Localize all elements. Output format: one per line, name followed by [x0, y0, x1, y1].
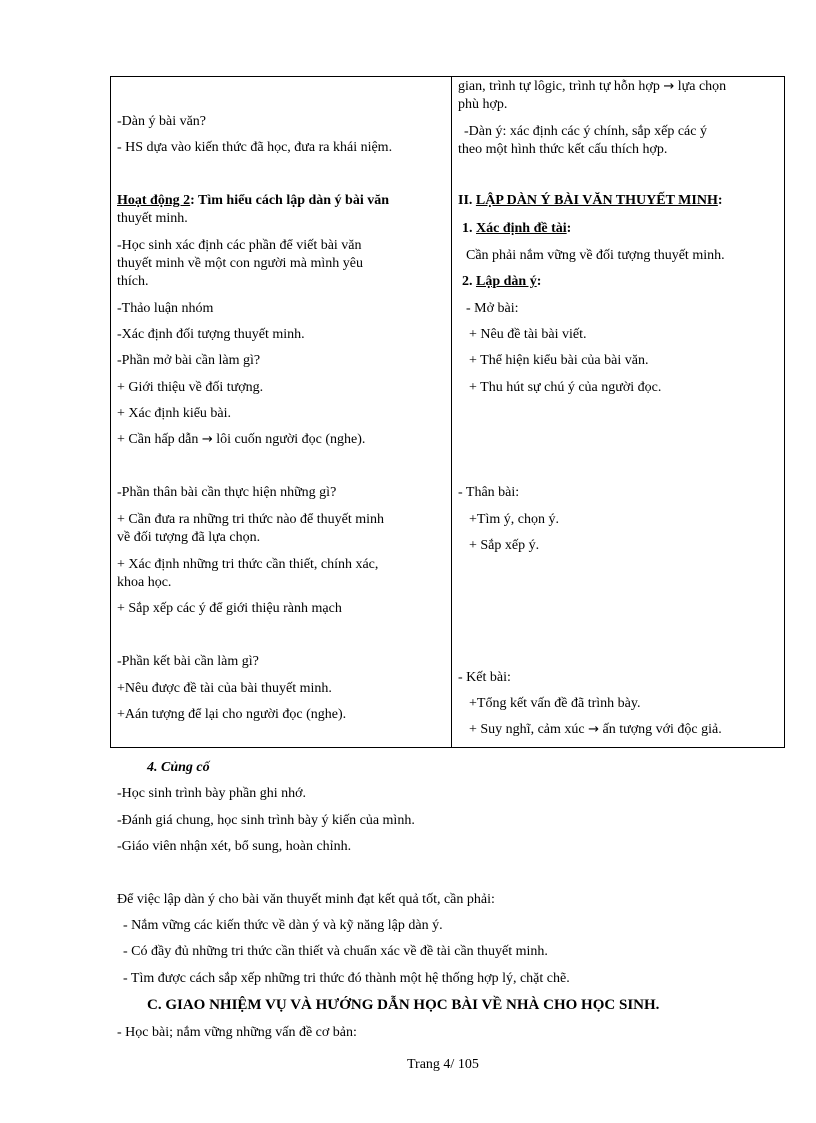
intro-question: -Phần mở bài cần làm gì? — [117, 353, 261, 368]
section-ii-colon: : — [717, 193, 723, 208]
intro-item-3-a: + Cần hấp dẫn — [117, 432, 199, 447]
summary-item-1: - Nắm vững các kiến thức về dàn ý và kỹ năng lập dàn ý. — [123, 918, 443, 933]
step-1-num: 1. — [462, 221, 476, 236]
section-ii-title: LẬP DÀN Ý BÀI VĂN THUYẾT MINH — [475, 193, 718, 208]
arrow-right-icon: → — [201, 432, 213, 447]
table-column-divider — [451, 76, 452, 748]
step-2-title: Lập dàn ý — [476, 274, 537, 289]
body-item-1-line1: + Cần đưa ra những tri thức nào để thuyết minh — [117, 512, 385, 527]
order-line2: phù hợp. — [458, 97, 508, 112]
ket-bai-item-2-a: + Suy nghĩ, cảm xúc — [469, 722, 585, 737]
section-ii-num: II. — [458, 193, 476, 208]
step-2-heading — [462, 274, 541, 290]
cung-co-item-2: -Đánh giá chung, học sinh trình bày ý kiến của mình. — [117, 813, 415, 828]
activity-label: Hoạt động 2 — [117, 193, 191, 208]
cung-co-item-3: -Giáo viên nhận xét, bổ sung, hoàn chỉnh. — [117, 839, 352, 854]
left-hs-based: - HS dựa vào kiến thức đã học, đưa ra khái niệm. — [117, 140, 393, 155]
intro-item-1: + Giới thiệu về đối tượng. — [117, 380, 264, 395]
object-identify: -Xác định đối tượng thuyết minh. — [117, 327, 305, 342]
mo-bai-item-2: + Thể hiện kiểu bài của bài văn. — [469, 353, 649, 368]
cung-co-item-1: -Học sinh trình bày phần ghi nhớ. — [117, 786, 306, 801]
page-number: Trang 4/ 105 — [407, 1057, 479, 1072]
section-ii-heading — [458, 193, 723, 209]
ket-bai-item-2-b: ấn tượng với độc giả. — [602, 722, 722, 737]
order-line1-b: lựa chọn — [677, 79, 727, 94]
conclusion-question: -Phần kết bài cần làm gì? — [117, 654, 259, 669]
mo-bai-label: - Mở bài: — [466, 301, 519, 316]
step-1-heading — [462, 221, 571, 237]
conclusion-item-1: +Nêu được đề tài của bài thuyết minh. — [117, 681, 332, 696]
intro-item-3 — [117, 432, 365, 448]
summary-item-2: - Có đầy đủ những tri thức cần thiết và chuẩn xác về đề tài cần thuyết minh. — [123, 944, 548, 959]
step-1-colon: : — [566, 221, 572, 236]
order-line1 — [458, 79, 726, 95]
step-2-num: 2. — [462, 274, 476, 289]
section-c-heading: C. GIAO NHIỆM VỤ VÀ HƯỚNG DẪN HỌC BÀI VỀ NHÀ CHO HỌC SINH. — [147, 997, 660, 1013]
than-bai-item-1: +Tìm ý, chọn ý. — [469, 512, 559, 527]
students-line1: -Học sinh xác định các phần để viết bài văn — [117, 238, 362, 253]
homework-line: - Học bài; nắm vững những vấn đề cơ bản: — [117, 1025, 357, 1040]
group-discussion: -Thảo luận nhóm — [117, 301, 214, 316]
arrow-right-icon: → — [588, 722, 600, 737]
step-1-title: Xác định đề tài — [476, 221, 567, 236]
body-item-2-line2: khoa học. — [117, 575, 172, 590]
activity-colon-text: : Tìm hiểu cách lập dàn ý bài văn — [190, 193, 390, 208]
mo-bai-item-3: + Thu hút sự chú ý của người đọc. — [469, 380, 662, 395]
ket-bai-item-2 — [469, 722, 722, 738]
summary-item-3: - Tìm được cách sắp xếp những tri thức đó thành một hệ thống hợp lý, chặt chẽ. — [123, 971, 570, 986]
summary-intro: Để việc lập dàn ý cho bài văn thuyết minh đạt kết quả tốt, cần phải: — [117, 892, 495, 907]
activity-2-heading — [117, 193, 389, 209]
arrow-right-icon: → — [663, 79, 675, 94]
activity-2-line2: thuyết minh. — [117, 211, 188, 226]
order-line1-a: gian, trình tự lôgic, trình tự hỗn hợp — [458, 79, 660, 94]
intro-item-3-b: lôi cuốn người đọc (nghe). — [216, 432, 366, 447]
body-item-3: + Sắp xếp các ý để giới thiệu rành mạch — [117, 601, 342, 616]
body-item-2-line1: + Xác định những tri thức cần thiết, chính xác, — [117, 557, 379, 572]
than-bai-label: - Thân bài: — [458, 485, 520, 500]
body-item-1-line2: về đối tượng đã lựa chọn. — [117, 530, 261, 545]
conclusion-item-2: +Aán tượng để lại cho người đọc (nghe). — [117, 707, 347, 722]
outline-def-line1: -Dàn ý: xác định các ý chính, sắp xếp các ý — [464, 124, 707, 139]
left-q-outline: -Dàn ý bài văn? — [117, 114, 207, 129]
ket-bai-item-1: +Tổng kết vấn đề đã trình bày. — [469, 696, 641, 711]
students-line3: thích. — [117, 274, 149, 289]
step-2-colon: : — [536, 274, 542, 289]
students-line2: thuyết minh về một con người mà mình yêu — [117, 256, 363, 271]
step-1-text: Cần phải nắm vững về đối tượng thuyết minh. — [466, 248, 725, 263]
intro-item-2: + Xác định kiểu bài. — [117, 406, 232, 421]
cung-co-heading: 4. Củng cố — [147, 760, 210, 775]
ket-bai-label: - Kết bài: — [458, 670, 511, 685]
outline-def-line2: theo một hình thức kết cấu thích hợp. — [458, 142, 668, 157]
mo-bai-item-1: + Nêu đề tài bài viết. — [469, 327, 587, 342]
body-question: -Phần thân bài cần thực hiện những gì? — [117, 485, 337, 500]
than-bai-item-2: + Sắp xếp ý. — [469, 538, 540, 553]
